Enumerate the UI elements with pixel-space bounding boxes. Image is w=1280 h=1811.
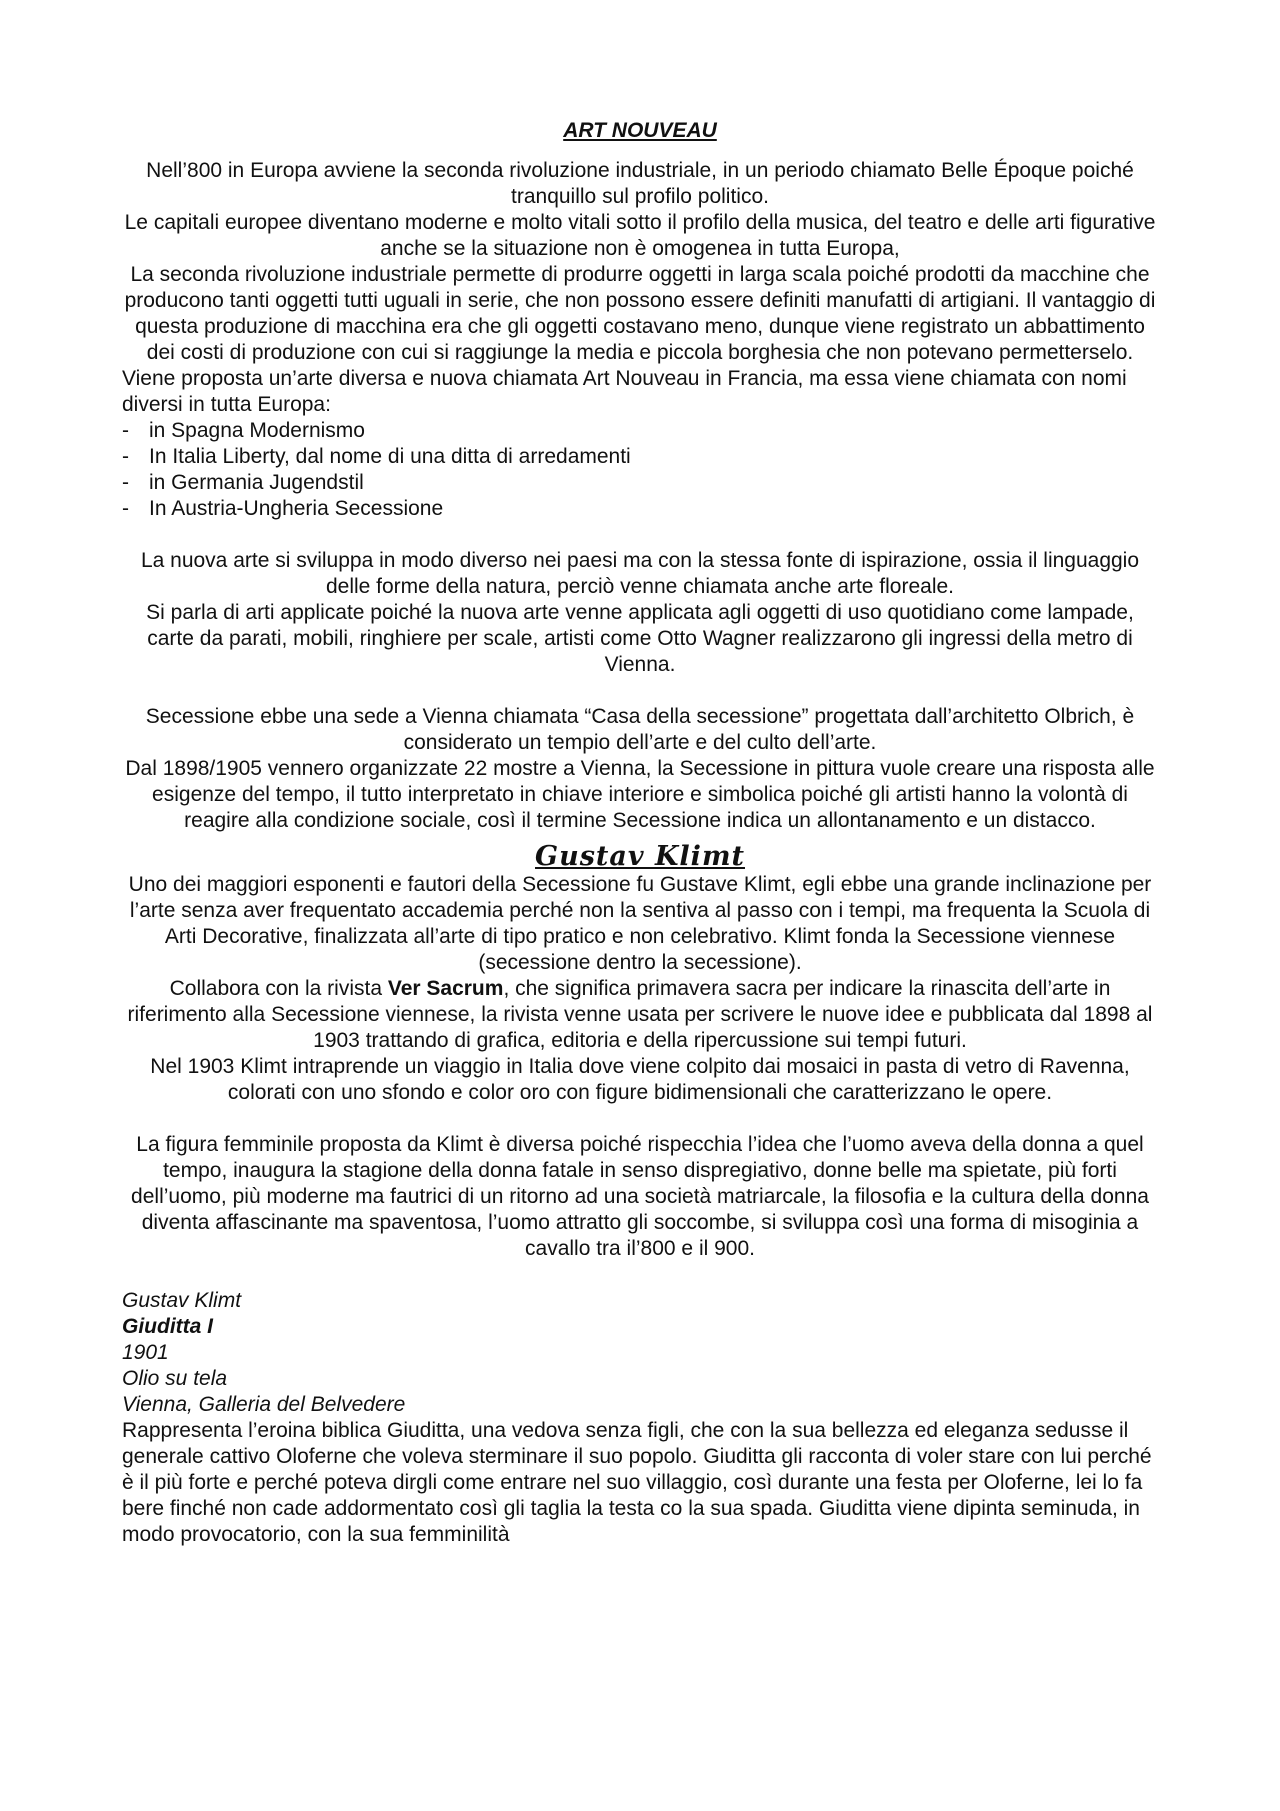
klimt-paragraph-1: Uno dei maggiori esponenti e fautori della Secessione fu Gustave Klimt, egli ebbe una grande inclinazione per l’arte senza aver frequentato accademia perché non la sentiva al passo con i tempi, ma frequenta la Scuola di Arti Decorative, finalizzata all’arte di tipo pratico e non celebrativo. Klimt fonda la Secessione viennese (secessione dentro la secessione). [128,873,1152,974]
artwork-title: Giuditta I [122,1315,213,1338]
artwork-location: Vienna, Galleria del Belvedere [122,1393,406,1416]
klimt-paragraph-2: Collabora con la rivista Ver Sacrum, che significa primavera sacra per indicare la rinascita dell’arte in riferimento alla Secessione viennese, la rivista venne usata per scrivere le nuove idee e pubblicata dal 1898 al 1903 trattando di grafica, editoria e della ripercussione sui tempi futuri. [127,977,1153,1052]
list-item: - In Austria-Ungheria Secessione [122,497,444,520]
spacer [122,1106,1158,1132]
dash-marker: - [122,497,129,520]
intro-paragraph-1: Nell’800 in Europa avviene la seconda rivoluzione industriale, in un periodo chiamato Belle Époque poiché tranquillo sul profilo politico. [146,159,1134,208]
female-figure-paragraph: La figura femminile proposta da Klimt è diversa poiché rispecchia l’idea che l’uomo aveva della donna a quel tempo, inaugura la stagione della donna fatale in senso dispregiativo, donne belle ma spietate, più forti dell’uomo, più moderne ma fautrici di un ritorno ad una società matriarcale, la filosofia e la cultura della donna diventa affascinante ma spaventosa, l’uomo attratto gli soccombe, si sviluppa così una forma di misoginia a cavallo tra il’800 e il 900. [131,1133,1149,1260]
document-page [122,118,1158,1548]
spacer [122,522,1158,548]
list-item: - in Spagna Modernismo [122,419,365,442]
names-list [122,418,1158,522]
intro-paragraph-2: Le capitali europee diventano moderne e molto vitali sotto il profilo della musica, del teatro e delle arti figurative anche se la situazione non è omogenea in tutta Europa, [124,211,1156,260]
artwork-medium: Olio su tela [122,1367,228,1390]
judith-paragraph: Rappresenta l’eroina biblica Giuditta, una vedova senza figli, che con la sua bellezza ed eleganza sedusse il generale cattivo Oloferne che voleva sterminare il suo popolo. Giuditta gli racconta di voler stare con lui perché è il più forte e perché poteva dirgli come entrare nel suo villaggio, così durante una festa per Oloferne, lei lo fa bere finché non cade addormentato così gli taglia la testa co la sua spada. Giuditta viene dipinta seminuda, in modo provocatorio, con la sua femminilità [122,1419,1152,1546]
nature-paragraph-2: Si parla di arti applicate poiché la nuova arte venne applicata agli oggetti di uso quotidiano come lampade, carte da parati, mobili, ringhiere per scale, artisti come Otto Wagner realizzarono gli ingressi della metro di Vienna. [146,601,1134,676]
dash-marker: - [122,419,129,442]
dash-marker: - [122,445,129,468]
page-title: ART NOUVEAU [563,119,717,142]
artwork-artist: Gustav Klimt [122,1289,242,1312]
spacer [122,1262,1158,1288]
dash-marker: - [122,471,129,494]
magazine-name: Ver Sacrum [387,977,504,1000]
nature-paragraph-1: La nuova arte si sviluppa in modo diverso nei paesi ma con la stessa fonte di ispirazione, ossia il linguaggio delle forme della natura, perciò venne chiamata anche arte floreale. [140,549,1140,598]
klimt-paragraph-3: Nel 1903 Klimt intraprende un viaggio in Italia dove viene colpito dai mosaici in pasta di vetro di Ravenna, colorati con uno sfondo e color oro con figure bidimensionali che caratterizzano le opere. [150,1055,1130,1104]
secession-paragraph-2: Dal 1898/1905 vennero organizzate 22 mostre a Vienna, la Secessione in pittura vuole creare una risposta alle esigenze del tempo, il tutto interpretato in chiave interiore e simbolica poiché gli artisti hanno la volontà di reagire alla condizione sociale, così il termine Secessione indica un allontanamento e un distacco. [125,757,1155,832]
list-item: - in Germania Jugendstil [122,471,364,494]
spacer [122,678,1158,704]
names-intro: Viene proposta un’arte diversa e nuova chiamata Art Nouveau in Francia, ma essa viene chiamata con nomi diversi in tutta Europa: [122,367,1127,416]
intro-paragraph-3: La seconda rivoluzione industriale permette di produrre oggetti in larga scala poiché prodotti da macchine che producono tanti oggetti tutti uguali in serie, che non possono essere definiti manufatti di artigiani. Il vantaggio di questa produzione di macchina era che gli oggetti costavano meno, dunque viene registrato un abbattimento dei costi di produzione con cui si raggiunge la media e piccola borghesia che non potevano permetterselo. [124,263,1156,364]
secession-paragraph-1: Secessione ebbe una sede a Vienna chiamata “Casa della secessione” progettata dall’architetto Olbrich, è considerato un tempio dell’arte e del culto dell’arte. [145,705,1135,754]
artwork-year: 1901 [122,1341,169,1364]
list-item: - In Italia Liberty, dal nome di una ditta di arredamenti [122,445,631,468]
section-heading-klimt: Gustav Klimt [535,841,745,872]
